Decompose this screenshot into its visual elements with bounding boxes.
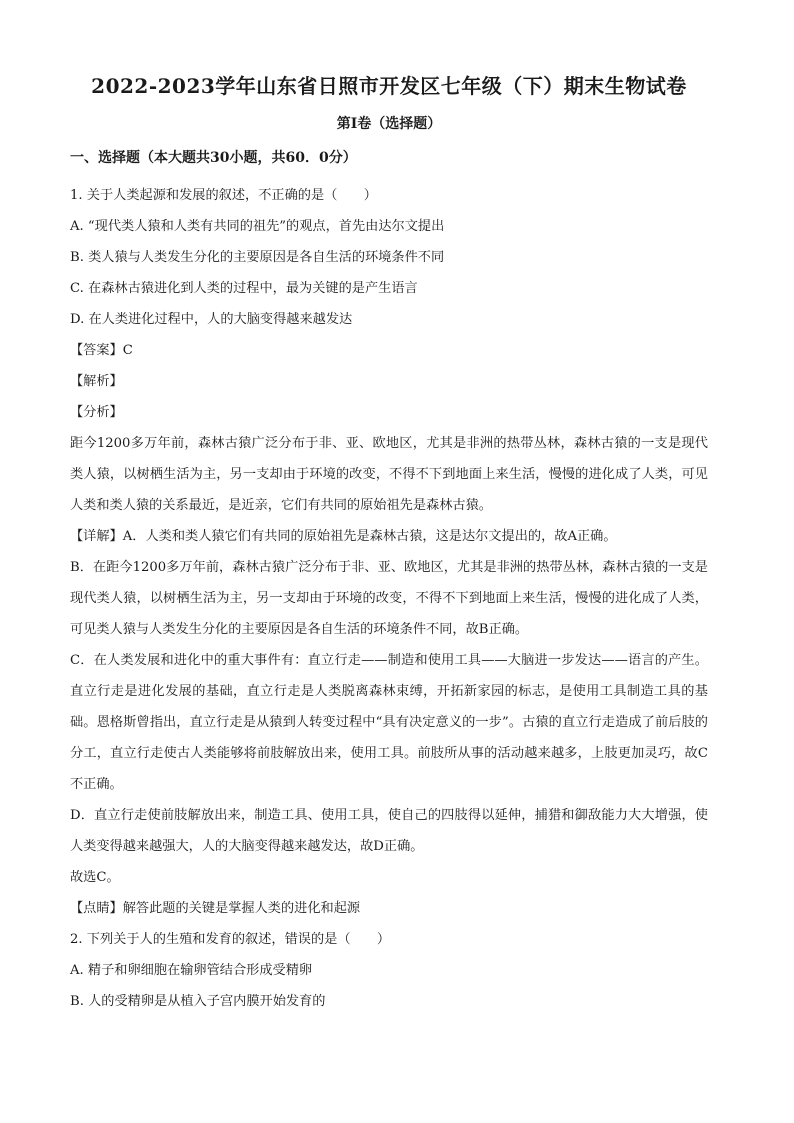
question-2 <box>70 924 708 1017</box>
question-1-fenxi-text: 距今1200多万年前，森林古猿广泛分布于非、亚、欧地区，尤其是非洲的热带丛林，森林古猿的一支是现代类人猿，以树栖生活为主，另一支却由于环境的改变，不得不下到地面上来生活，慢慢的进化成了人类，可见人类和类人猿的关系最近，是近亲，它们有共同的原始祖先是森林古猿。 <box>70 436 708 513</box>
question-1-answer: 【答案】C <box>70 343 133 358</box>
question-1-option-b: B. 类人猿与人类发生分化的主要原因是各自生活的环境条件不同 <box>70 250 445 265</box>
question-1-dianjing: 【点睛】解答此题的关键是掌握人类的进化和起源 <box>70 901 361 916</box>
question-1-option-c: C. 在森林古猿进化到人类的过程中，最为关键的是产生语言 <box>70 281 418 296</box>
volume-subtitle: 第I卷（选择题） <box>336 116 442 132</box>
question-1-detail-b: B．在距今1200多万年前，森林古猿广泛分布于非、亚、欧地区，尤其是非洲的热带丛林，森林古猿的一支是现代类人猿，以树栖生活为主，另一支却由于环境的改变，不得不下到地面上来生活，慢慢的进化成了人类，可见类人猿与人类发生分化的主要原因是各自生活的环境条件不同，故B正确。 <box>70 560 708 637</box>
question-1-fenxi-label: 【分析】 <box>70 405 123 420</box>
question-2-option-a: A. 精子和卵细胞在输卵管结合形成受精卵 <box>70 963 313 978</box>
question-2-option-b: B. 人的受精卵是从植入子宫内膜开始发育的 <box>70 994 326 1009</box>
question-2-stem: 2. 下列关于人的生殖和发育的叙述，错误的是（ ） <box>70 932 391 947</box>
question-1-detail-c: C．在人类发展和进化中的重大事件有：直立行走——制造和使用工具——大脑进一步发达——语言的产生。直立行走是进化发展的基础，直立行走是人类脱离森林束缚，开拓新家园的标志，是使用工具制造工具的基础。恩格斯曾指出，直立行走是从猿到人转变过程中“具有决定意义的一步”。古猿的直立行走造成了前后肢的分工，直立行走使古人类能够将前肢解放出来，使用工具。前肢所从事的活动越来越多，上肢更加灵巧，故C不正确。 <box>70 653 708 792</box>
question-1-analysis-label: 【解析】 <box>70 374 123 389</box>
question-1-option-d: D. 在人类进化过程中，人的大脑变得越来越发达 <box>70 312 353 327</box>
question-1-conclusion: 故选C。 <box>70 870 120 885</box>
question-1 <box>70 180 708 924</box>
question-1-option-a: A. “现代类人猿和人类有共同的祖先”的观点，首先由达尔文提出 <box>70 219 445 234</box>
question-1-detail-d: D．直立行走使前肢解放出来，制造工具、使用工具，使自己的四肢得以延伸，捕猎和御敌能力大大增强，使人类变得越来越强大，人的大脑变得越来越发达，故D正确。 <box>70 808 708 854</box>
question-1-detail-a: 【详解】A．人类和类人猿它们有共同的原始祖先是森林古猿，这是达尔文提出的，故A正确。 <box>70 529 617 544</box>
section-heading: 一、选择题（本大题共30小题，共60．0分） <box>70 150 357 166</box>
question-1-stem: 1. 关于人类起源和发展的叙述，不正确的是（ ） <box>70 188 377 203</box>
exam-title: 2022-2023学年山东省日照市开发区七年级（下）期末生物试卷 <box>91 74 687 98</box>
